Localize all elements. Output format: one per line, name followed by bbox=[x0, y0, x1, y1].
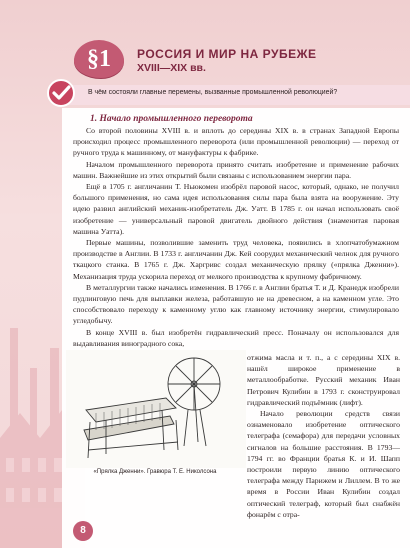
paragraph: Ещё в 1705 г. англичанин Т. Ньюкомен изобрёл паровой насос, который, однако, не получил большого применения, но сама идея использования силы пара была взята на вооружение. Эту идею развил английский механик-изобретатель Дж. Уатт. В 1785 г. он начал использовать своё изобретение — универсальный паровой двигатель двойного действия (знаменитая паровая машина Уатта). bbox=[73, 182, 399, 236]
spinning-jenny-engraving bbox=[66, 350, 246, 468]
wrapped-text bbox=[247, 352, 400, 520]
figure-caption: «Прялка Дженни». Гравюра Т. Е. Николсона bbox=[93, 469, 217, 475]
checkmark-icon bbox=[46, 78, 76, 108]
paragraph: В металлургии также начались изменения. В 1766 г. в Англии братья Т. и Д. Кранедж изобрели пудлинговую печь для выплавки железа, работавшую не на древесном, а на каменном угле. Это способствовало переходу к каменному углю как главному источнику энергии, стимулировало угледобычу. bbox=[73, 282, 399, 326]
section-title: РОССИЯ И МИР НА РУБЕЖЕ bbox=[137, 47, 317, 61]
paragraph: Со второй половины XVIII в. и вплоть до середины XIX в. в странах Западной Европы происходил процесс промышленного переворота (или промышленной революции) — переход от ручного труда к машинному, от мануфактуры к фабрике. bbox=[73, 126, 399, 158]
section-number-badge: §1 bbox=[74, 40, 124, 78]
subsection-heading: 1. Начало промышленного переворота bbox=[90, 114, 253, 124]
section-header bbox=[0, 0, 410, 80]
paragraph: Началом промышленного переворота принято считать изобретение и применение рабочих машин. Важнейшие из этих открытий были связаны с использованием энергии пара. bbox=[73, 159, 399, 180]
paragraph: Первые машины, позволившие заменить труд человека, появились в хлопчатобумажном производстве в Англии. В 1733 г. англичанин Дж. Кей соорудил механический челнок для ручного ткацкого станка. В 1765 г. Дж. Харгривс создал механическую прялку («прялка Дженни»). Механизация труда ускорила переход от мелкого производства к крупному фабричному. bbox=[73, 238, 399, 281]
paragraph: Начало революции средств связи ознаменовало изобретение оптического телеграфа (семафора) для передачи условных сигналов на большие расстояния. В 1793—1794 гг. во Франции братья К. и И. Шапп построили первую линию оптического телеграфа между Парижем и Лиллем. В то же время в России Иван Кулибин создал оптический телеграф, который был снабжён фонарём с отра- bbox=[247, 409, 400, 519]
section-subtitle: XVIII—XIX вв. bbox=[137, 62, 206, 74]
main-text bbox=[73, 125, 399, 349]
paragraph: отжима масла и т. п., а с середины XIX в. нашёл широкое применение в металлообработке. Русский механик Иван Петрович Кулибин в 1793 г. сконструировал гидравлический подъёмник (лифт). bbox=[247, 353, 400, 407]
key-question: В чём состояли главные перемены, вызванные промышленной революцией? bbox=[88, 89, 338, 96]
paragraph: В конце XVIII в. был изобретён гидравлический пресс. Поначалу он использовался для выдавливания виноградного сока, bbox=[73, 327, 399, 348]
page-number: 8 bbox=[73, 521, 93, 541]
